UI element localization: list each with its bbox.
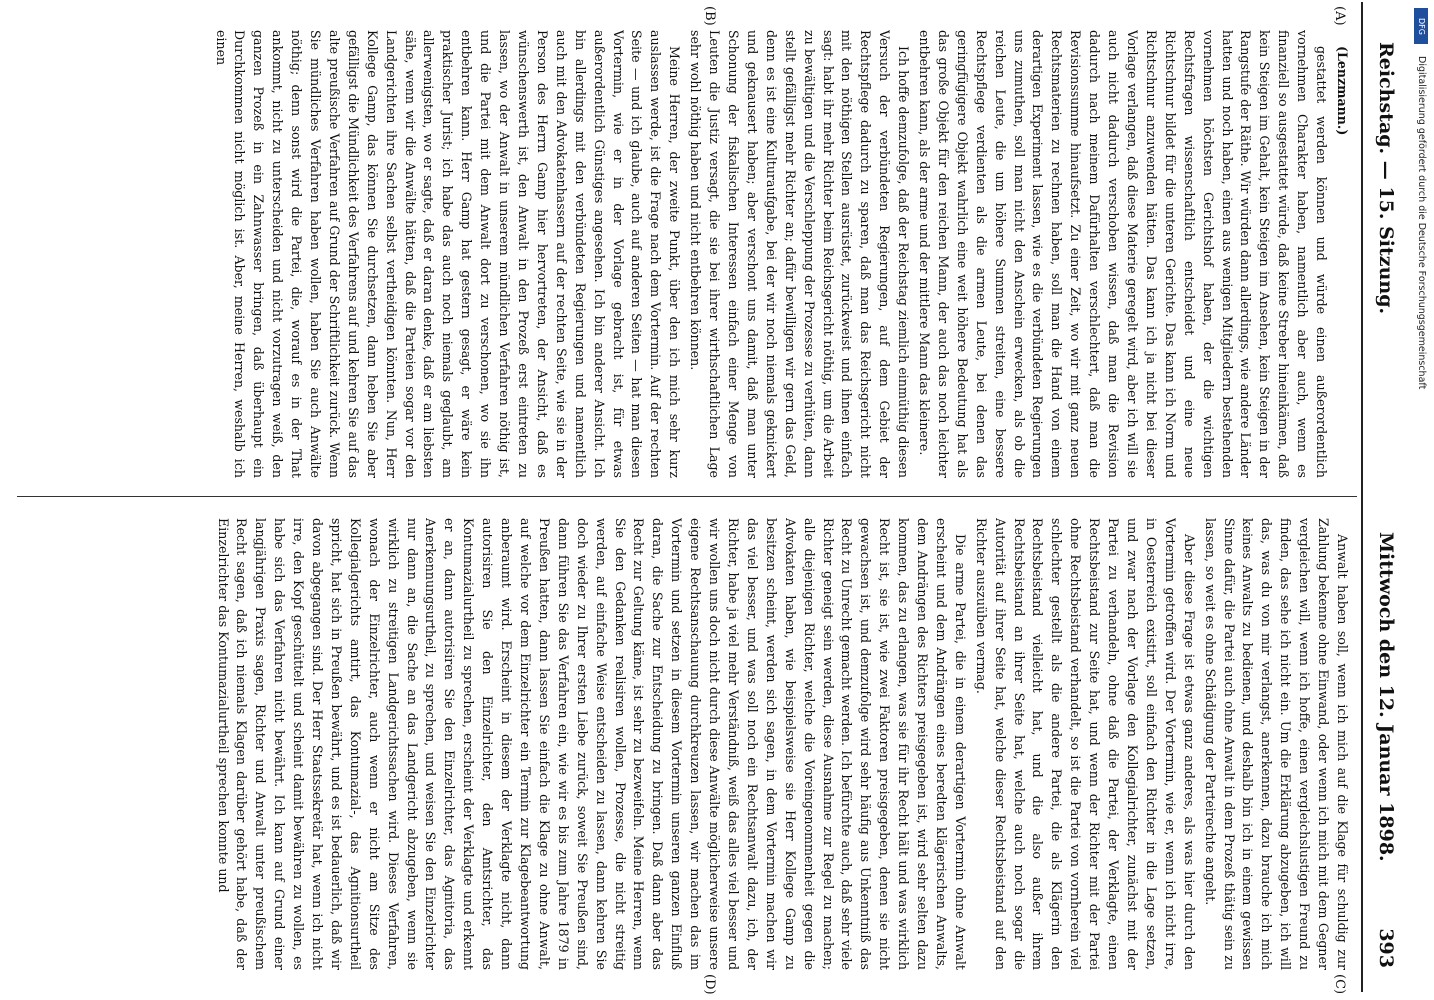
section-marker-b: (B) — [702, 6, 717, 26]
column-divider — [17, 496, 1357, 497]
page-number: 393 — [1375, 928, 1397, 968]
section-marker-d: (D) — [702, 974, 717, 995]
digitization-credit — [1412, 10, 1430, 990]
paragraph: Meine Herren, der zweite Punkt, über den ich mich sehr kurz auslassen werde, ist die Frage nach dem Vortermin. Auf der rechten Seite — und ich glaube, auch auf anderen Seiten — hat man diesen Vortermin, wie er in der Vorlage gebracht ist, für etwas außerordentlich Günstiges angesehen. Ich bin anderer Ansicht. Ich bin allerdings mit den verbündeten Regierungen und namentlich auch mit den Advokatenhassern auf der rechten Seite, wie sie in der Person des Herrn Gamp hier hervortreten, der Ansicht, daß es wünschenswerth ist, den Anwalt in den Prozeß erst eintreten zu lassen, wo der Anwalt in unserem mündlichen Verfahren nöthig ist, und die Partei mit dem Anwalt dort zu verschonen, wo sie ihn entbehren kann. Herr Gamp hat gestern gesagt, er wäre kein praktischer Jurist; ich habe das auch noch niemals geglaubt, am allerwenigsten, wo er sagte, daß er daran denke, daß er am liebsten sähe, wenn wir die Anwälte hätten, daß die Parteien sogar vor den Landgerichten ihre Sachen selbst vertheidigen könnten. Nun, Herr Kollege Gamp, das können Sie durchsetzen, dann heben Sie aber gefälligst die Mündlichkeit des Verfahrens auf und kehren Sie auf das alte preußische Verfahren auf Grund der Schriftlichkeit zurück. Wenn Sie mündliches Verfahren haben wollen, haben Sie auch Anwälte nöthig; denn sonst wird die Partei, die, worauf es in der That ankommt, nicht zu unterscheiden und nicht vorzutragen weiß, den ganzen Prozeß in ein Zahnwasser bringen, daß überhaupt ein Durchkommen nicht möglich ist. Aber, meine Herren, weshalb ich einen — [213, 30, 683, 478]
paragraph: Aber diese Frage ist etwas ganz anderes, als was hier durch den Vortermin getroffen wird. Der Vortermin, wie er, wenn ich nicht irre, in Oesterreich existirt, soll einfach den Richter in die Lage setzen, und zwar nach der Vorlage den Kollegialrichter, zunächst mit der Partei zu verhandeln, ohne daß die Partei, der Verklagte, einen Rechtsbeistand zur Seite hat, und wenn der Richter mit der Partei ohne Rechtsbeistand verhandelt, so ist die Partei von vornherein viel schlechter gestellt als die andere Partei, die als Klägerin den Rechtsbeistand vielleicht hat, und die also außer ihrem Rechtsbeistand an ihrer Seite hat, welche auch noch sogar die Autorität auf ihrer Seite hat, welche dieser Rechtsbeistand auf den Richter auszuüben vermag. — [973, 518, 1197, 970]
right-column — [21, 518, 1351, 970]
left-column — [21, 30, 1351, 478]
paragraph: Ich hoffe demzufolge, daß der Reichstag ziemlich einmüthig diesen Versuch der verbündeten Regierungen, auf dem Gebiet der Rechtspflege dadurch zu sparen, daß man das Reichsgericht nicht mit den nöthigen Stellen ausrüstet, zurückweist und ihnen einfach sagt: habt ihr mehr Richter beim Reichsgericht nöthig, um die Arbeit zu bewältigen und die Verschleppung der Prozesse zu verhüten, dann stellt gefälligst mehr Richter an; dafür bewilligen wir gern das Geld, denn es ist eine Kulturaufgabe, bei der wir noch niemals geknickert und geknausert haben; aber verschont uns damit, daß man unter Schonung der fiskalischen Interessen einfach einer Menge von Leuten die Justiz versagt, die sie bei ihrer wirthschaftlichen Lage sehr wohl nöthig haben und nicht entbehren können. — [688, 30, 912, 478]
credit-text: Digitalisierung gefördert durch die Deutsche Forschungsgemeinschaft — [1416, 56, 1427, 390]
section-marker-a: (A) — [1332, 6, 1347, 26]
page-header — [1361, 2, 1407, 992]
rotated-document — [7, 2, 1407, 995]
header-session: Reichstag. — 15. Sitzung. — [1375, 42, 1397, 315]
paragraph: gestattet werden können und würde einen außerordentlich vornehmen Charakter haben, namentlich aber auch, wenn es finanziell so ausgestattet würde, daß keine Streber hineinkämen, daß kein Steigen im Gehalt, kein Steigen im Ansehen, kein Steigen in der Rangstufe der Räthe. Wir würden dann allerdings, wie andere Länder hatten und noch haben, einen aus wenigen Mitgliedern bestehenden vornehmen höchsten Gerichtshof haben, der die wichtigen Rechtsfragen wissenschaftlich entscheidet und eine neue Richtschnur bildet für die unteren Gerichte. Das kann ich Norm und Richtschnur anzuwenden hätten. Das kann ich ja nicht bei dieser Vorlage verlangen, daß diese Materie geregelt wird, aber ich will sie auch nicht dadurch verschoben wissen, daß man die Revision dadurch nach meinem Dafürhalten verschlechtert, daß man die Revisionssumme hinaufsetzt. Zu einer Zeit, wo wir mit ganz neuen Rechtsmaterien zu rechnen haben, soll man die Hand von einem derartigen Experiment lassen, wie es die verbündeten Regierungen uns zumuthen, soll man nicht den Anschein erwecken, als ob die reichen Leute, die um höhere Summen streiten, eine bessere Rechtspflege verdienten als die armen Leute, bei denen das geringfügigere Objekt wahrlich eine weit höhere Bedeutung hat als das große Objekt für den reichen Mann, der auch das noch leichter entbehren kann, als der arme und der mittlere Mann das kleinere. — [917, 30, 1330, 478]
dfg-logo: DFG — [1414, 8, 1428, 44]
section-marker-c: (C) — [1332, 974, 1347, 995]
paragraph: Die arme Partei, die in einem derartigen Vortermin ohne Anwalt erscheint und dem Andrängen eines beredten klägerischen Anwalts, dem Andrängen des Richters preisgegeben ist, wird sehr selten dazu kommen, das zu erlangen, was sie für ihr Recht hält und was wirklich Recht ist, sie ist, wie zwei Faktoren preisgegeben, denen sie nicht gewachsen ist, und demzufolge wird sehr häufig aus Unkenntniß das Recht zu Unrecht gemacht werden. Ich befürchte auch, daß sehr viele Richter geneigt sein werden, diese Ausnahme zur Regel zu machen; alle diejenigen Richter, welche die Voreingenommenheit gegen die Advokaten haben, wie beispielsweise sie Herr Kollege Gamp zu besitzen scheint, werden sich sagen, in dem Vortermin machen wir das viel besser, und was soll noch ein Rechtsanwalt dazu, ich, der Richter, habe ja viel mehr Verständniß, weiß das alles viel besser und wir wollen uns doch nicht durch diese Anwälte möglicherweise unsere eigene Rechtsanschauung durchkreuzen lassen, wir machen das im Vortermin und setzen in diesem Vortermin unseren ganzen Einfluß daran, die Sache zur Entscheidung zu bringen. Daß dann aber das Recht zur Geltung käme, ist sehr zu bezweifeln. Meine Herren, wenn Sie den Gedanken realisiren wollen, Prozesse, die nicht streitig werden, auf einfache Weise entscheiden zu lassen, dann kehren Sie doch wieder zu Ihrer ersten Liebe zurück, soweit Sie Preußen sind, dann führen Sie das Verfahren ein, wie wir es bis zum Jahre 1879 in Preußen hatten, dann lassen Sie einfach die Klage zu ohne Anwalt, auf welche vor dem Einzelrichter ein Termin zur Klagebeantwortung anberaumt wird. Erscheint in diesem der Verklagte nicht, dann autorisiren Sie den Einzelrichter, den Amtsrichter, das Kontumazialurtheil zu sprechen, erscheint der Verklagte und erkennt er an, dann autorisiren Sie den Einzelrichter, das Agnitoria, das Anerkennungsurtheil, zu sprechen, und weisen Sie den Einzelrichter nur dann an, die Sache an das Landgericht abzugeben, wenn sie wirklich zu streitigen Landgerichtssachen wird. Dieses Verfahren, wonach der Einzelrichter, auch wenn er nicht am Sitze des Kollegialgerichts amtirt, das Kontumazial-, das Agnitionsurtheil spricht, hat sich in Preußen bewährt, und es ist bedauerlich, daß wir davon abgegangen sind. Der Herr Staatssekretär hat, wenn ich nicht irre, den Kopf geschüttelt und scheint damit bewähren zu wollen, es habe sich das Verfahren nicht bewährt. Ich kann auf Grund einer langjährigen Praxis sagen, Richter und Anwalt unter preußischem Recht sagen, daß ich niemals Klagen darüber gehört habe, daß der Einzelrichter das Kontumazialurtheil sprechen konnte und — [215, 518, 968, 970]
header-date: Mittwoch den 12. Januar 1898. — [1375, 532, 1397, 862]
paragraph: Anwalt haben soll, wenn ich mich auf die Klage für schuldig zur Zahlung bekenne ohne Einwand, oder wenn ich mich mit dem Gegner vergleichen will, wenn ich hoffe, einen vergleichslustigen Freund zu finden, das sehe ich nicht ein. Um die Erklärung abzugeben, ich will das, was du von mir verlangst, anerkennen, dazu brauche ich mich keines Anwalts zu bedienen, und deshalb bin ich in einem gewissen Sinne dafür, die Partei auch ohne Anwalt in dem Prozeß thätig sein zu lassen, so weit es ohne Schädigung der Parteirechte angeht. — [1202, 518, 1350, 970]
speaker-name: (Lenzmann.) — [1335, 46, 1350, 136]
